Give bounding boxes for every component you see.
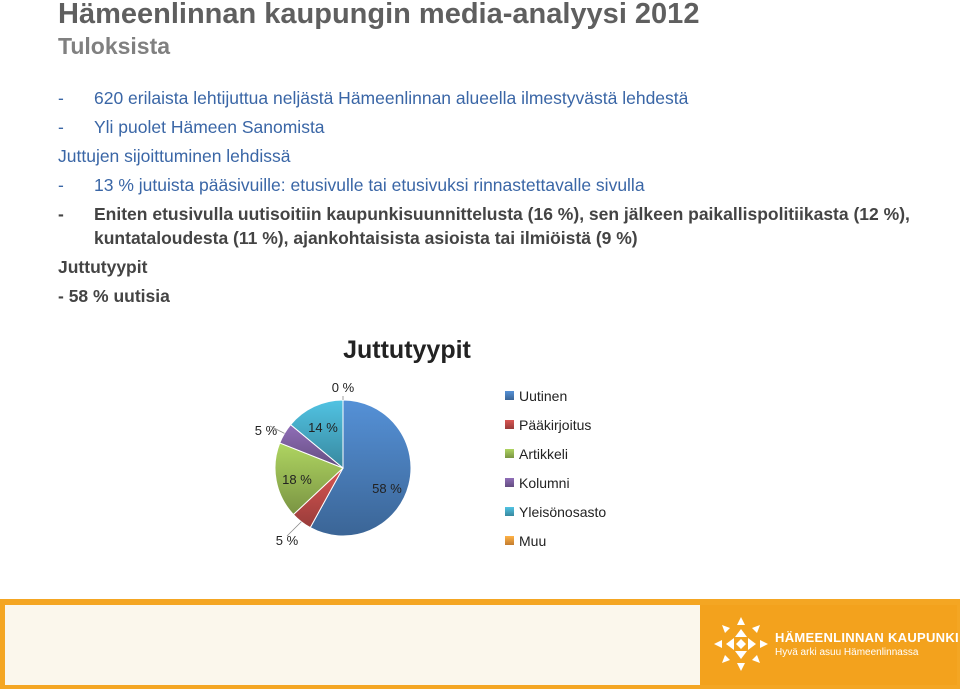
bullet-dash: - bbox=[58, 175, 64, 195]
bullet-item bbox=[58, 115, 953, 139]
section-heading bbox=[58, 255, 953, 279]
city-logo-icon bbox=[712, 615, 770, 673]
bullet-text: 620 erilaista lehtijuttua neljästä Hämeenlinnan alueella ilmestyvästä lehdestä bbox=[94, 88, 689, 108]
bullet-text: - 58 % uutisia bbox=[58, 286, 170, 306]
legend-swatch-yleisonosasto bbox=[505, 507, 514, 516]
bullet-item bbox=[58, 202, 953, 250]
data-label-artikkeli: 18 % bbox=[282, 472, 312, 487]
data-label-paakirjoitus: 5 % bbox=[275, 533, 299, 548]
bullet-text: Eniten etusivulla uutisoitiin kaupunkisuunnittelusta (16 %), sen jälkeen paikallispolitiikasta (12 %), kuntataloudesta (11 %), ajankohtaisista asioista tai ilmiöistä (9 %) bbox=[94, 204, 910, 248]
bullet-text: Yli puolet Hämeen Sanomista bbox=[94, 117, 325, 137]
data-label-muu: 0 % bbox=[331, 380, 355, 395]
legend-swatch-muu bbox=[505, 536, 514, 545]
legend-swatch-paakirjoitus bbox=[505, 420, 514, 429]
legend-swatch-kolumni bbox=[505, 478, 514, 487]
heading-text: Juttutyypit bbox=[58, 257, 148, 277]
brand-tagline: Hyvä arki asuu Hämeenlinnassa bbox=[775, 647, 919, 658]
data-label-yleisonosasto: 14 % bbox=[308, 420, 338, 435]
section-heading bbox=[58, 144, 953, 168]
legend-swatch-artikkeli bbox=[505, 449, 514, 458]
bullet-item bbox=[58, 284, 953, 308]
brand-name: HÄMEENLINNAN KAUPUNKI bbox=[775, 630, 959, 645]
bullet-item bbox=[58, 173, 953, 197]
heading-text: Juttujen sijoittuminen lehdissä bbox=[58, 146, 291, 166]
legend-label-artikkeli: Artikkeli bbox=[519, 446, 569, 462]
legend-label-uutinen: Uutinen bbox=[519, 388, 568, 404]
bullet-dash: - bbox=[58, 117, 64, 137]
slide-title: Hämeenlinnan kaupungin media-analyysi 2012 bbox=[58, 0, 700, 30]
data-label-kolumni: 5 % bbox=[254, 423, 278, 438]
content-list bbox=[58, 86, 953, 313]
legend-label-paakirjoitus: Pääkirjoitus bbox=[519, 417, 592, 433]
bullet-item bbox=[58, 86, 953, 110]
bullet-dash: - bbox=[58, 204, 64, 224]
legend-label-kolumni: Kolumni bbox=[519, 475, 570, 491]
data-label-uutinen: 58 % bbox=[372, 481, 402, 496]
legend-swatch-uutinen bbox=[505, 391, 514, 400]
slide-subtitle: Tuloksista bbox=[58, 33, 171, 59]
legend-label-yleisonosasto: Yleisönosasto bbox=[519, 504, 607, 520]
bullet-text: 13 % jutuista pääsivuille: etusivulle tai etusivuksi rinnastettavalle sivulla bbox=[94, 175, 645, 195]
bullet-dash: - bbox=[58, 88, 64, 108]
chart-title: Juttutyypit bbox=[343, 336, 471, 364]
legend-label-muu: Muu bbox=[519, 533, 547, 549]
